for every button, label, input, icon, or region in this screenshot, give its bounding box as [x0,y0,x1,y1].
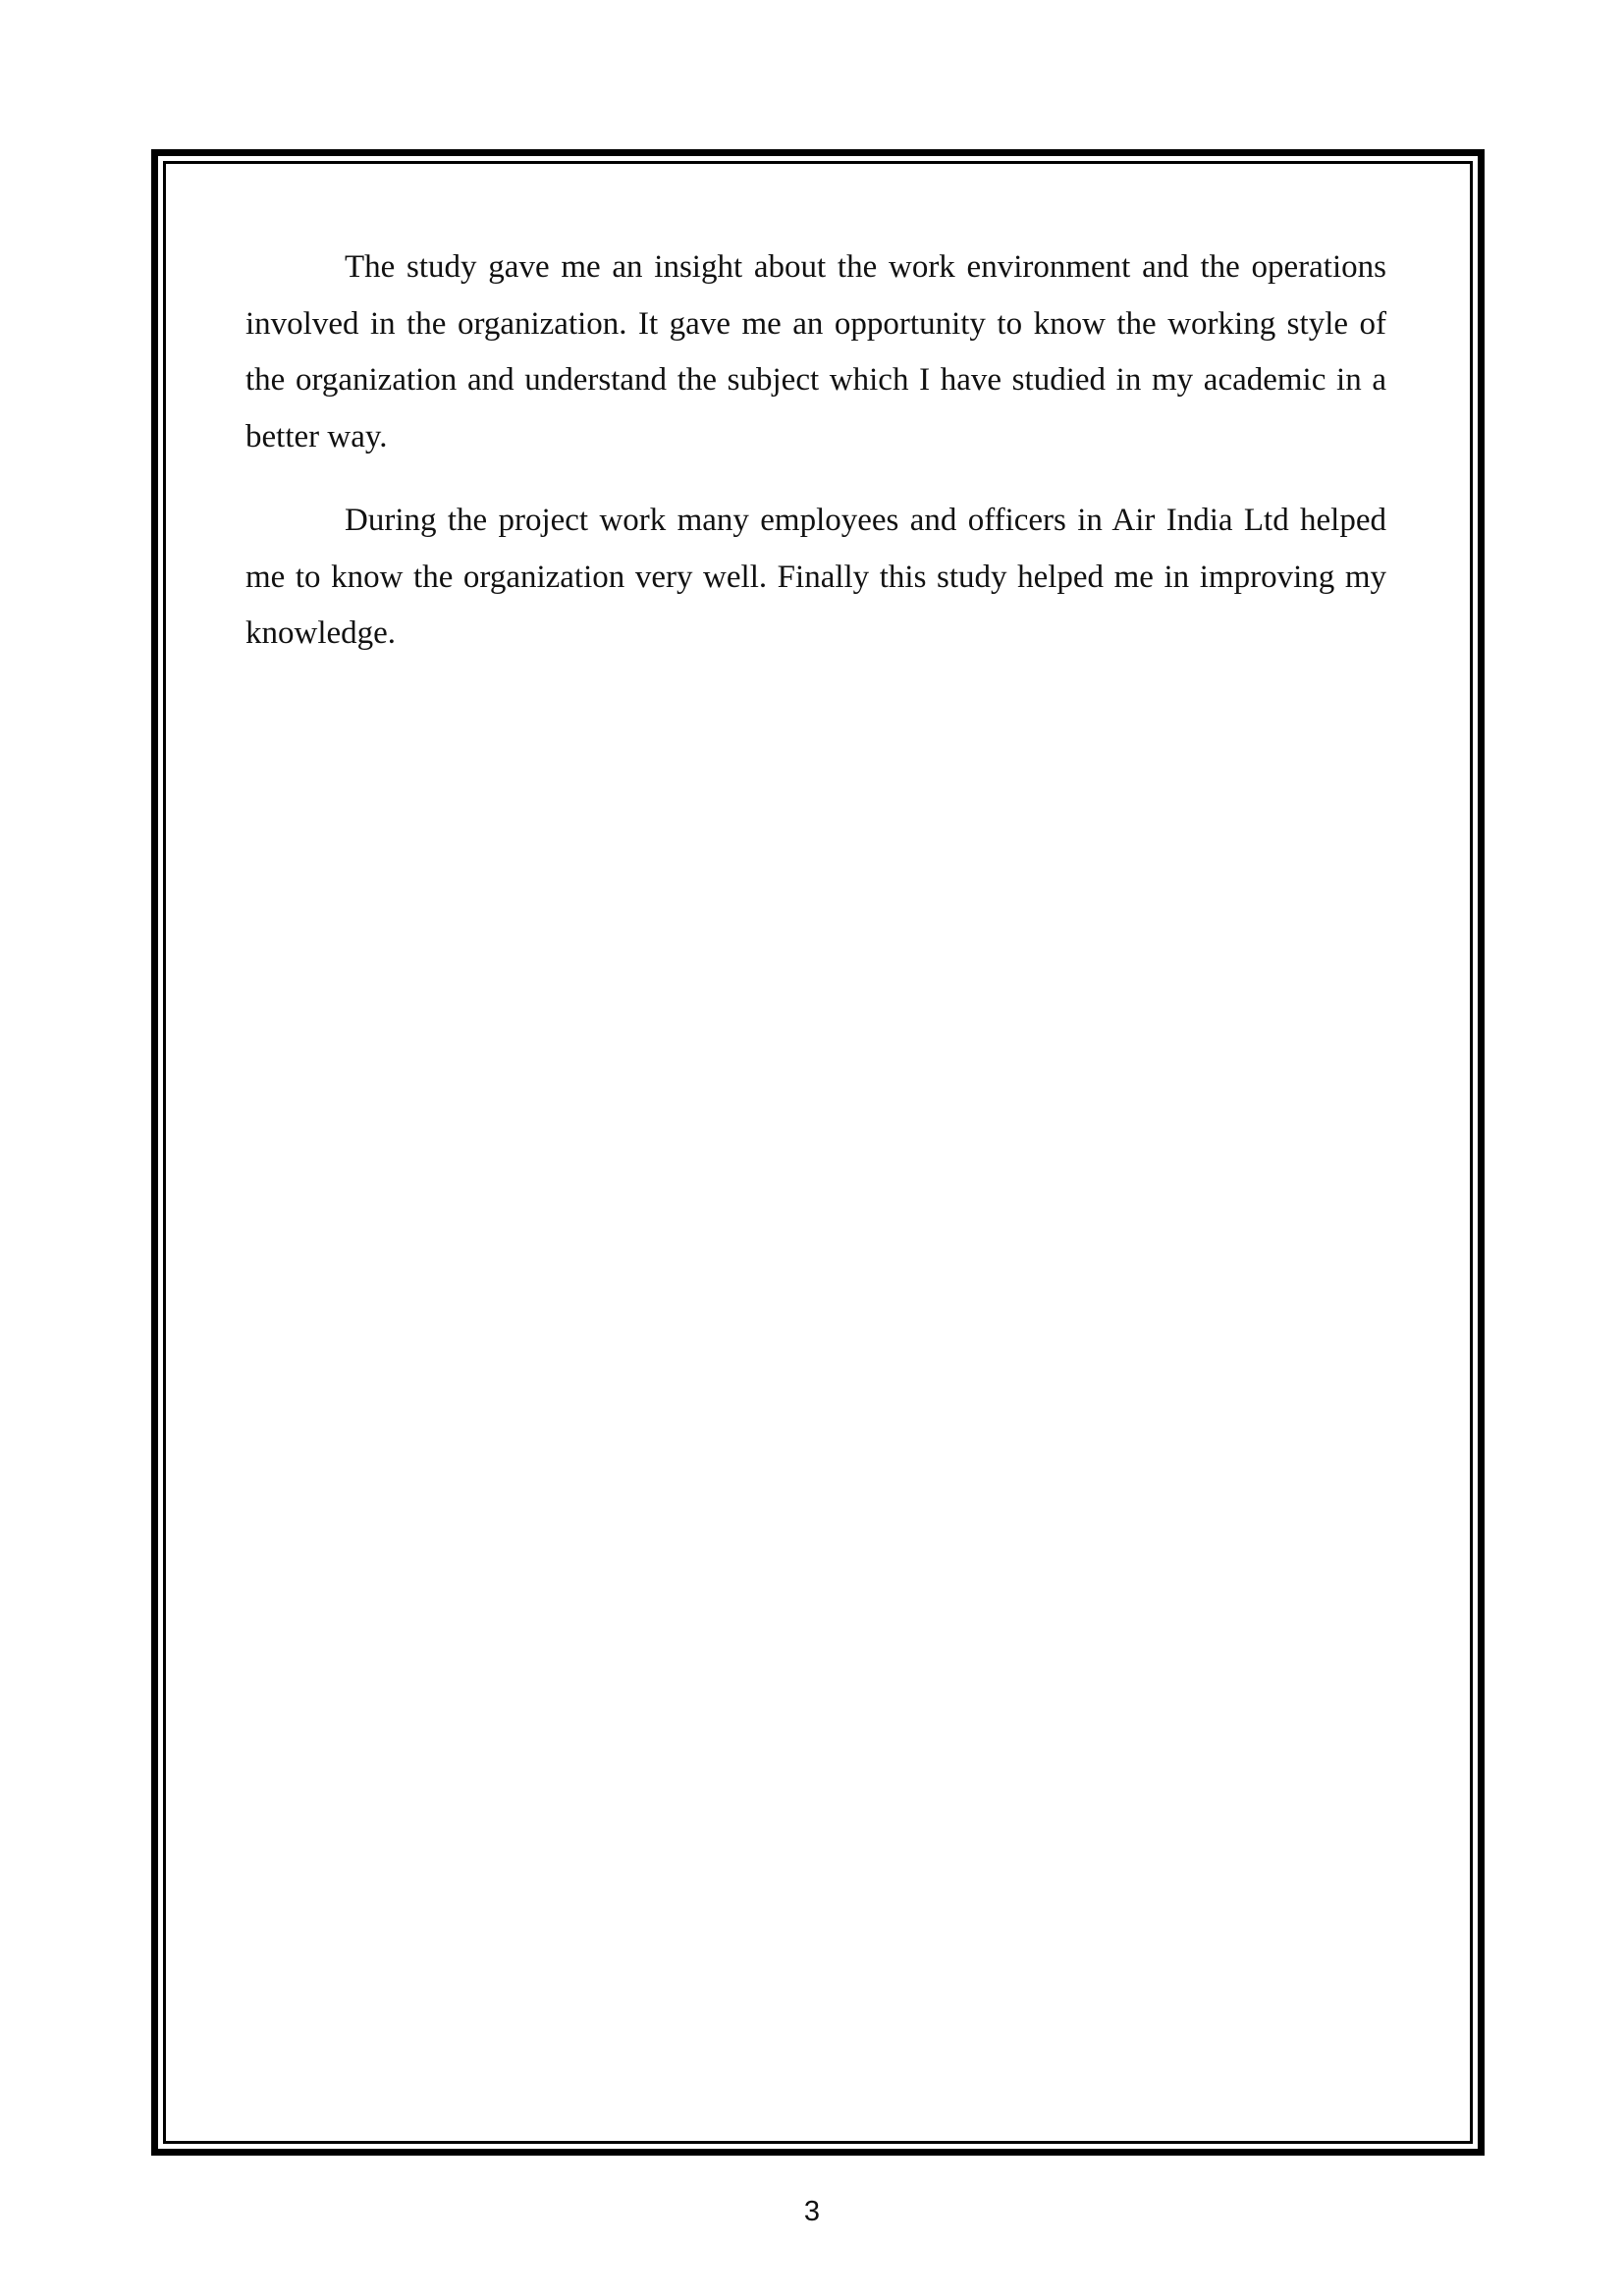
paragraph-study-insight: The study gave me an insight about the work environment and the operations involved in the organization. It gave me an opportunity to know the working style of the organization and understand the subject which I have studied in my academic in a better way. [245,249,1386,454]
paragraph-project-work: During the project work many employees and officers in Air India Ltd helped me to know the organization very well. Finally this study helped me in improving my knowledge. [245,503,1386,651]
page-number: 3 [803,2196,821,2227]
document-body [245,240,1386,690]
